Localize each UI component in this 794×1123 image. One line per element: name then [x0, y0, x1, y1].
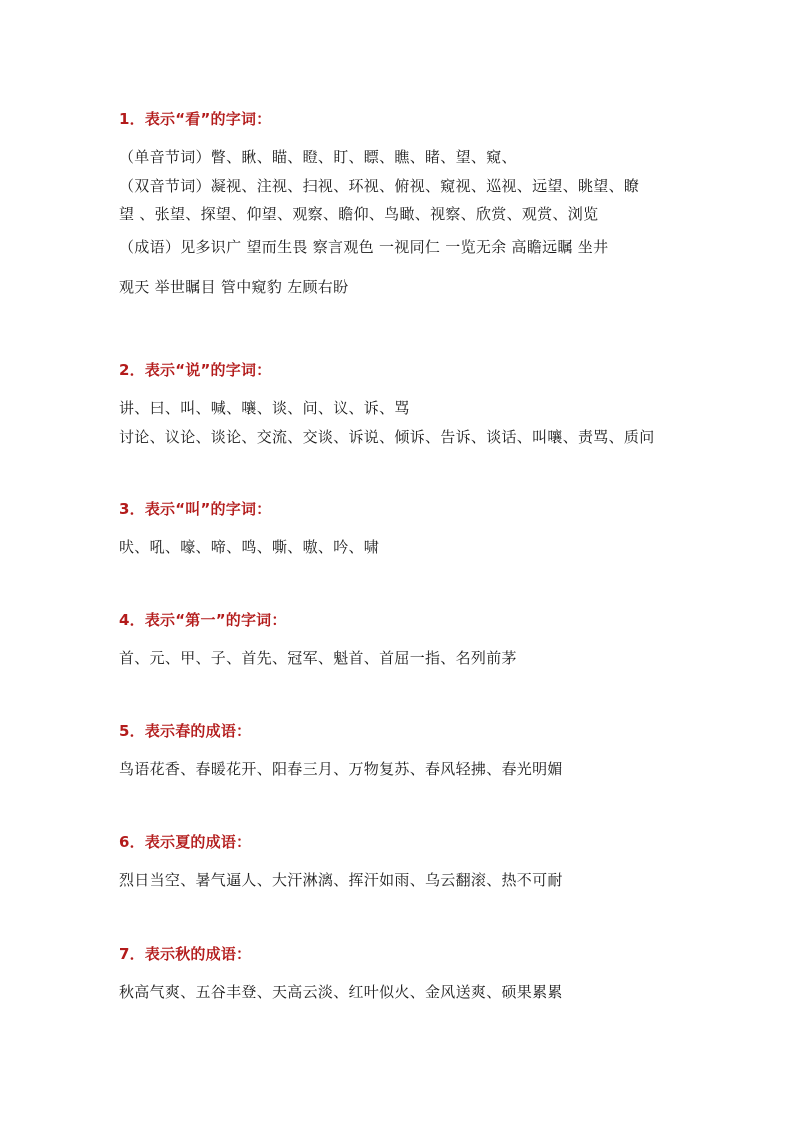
section-line: 首、元、甲、子、首先、冠军、魁首、首屈一指、名列前茅: [119, 649, 517, 667]
section-heading: 6．表示夏的成语：: [119, 833, 252, 851]
section-line: 秋高气爽、五谷丰登、天高云淡、红叶似火、金风送爽、硕果累累: [119, 983, 563, 1001]
section-line: （成语）见多识广 望而生畏 察言观色 一视同仁 一览无余 高瞻远瞩 坐井: [119, 238, 609, 256]
section-heading: 7．表示秋的成语：: [119, 945, 252, 963]
section-line: 吠、吼、嚎、啼、鸣、嘶、嗷、吟、啸: [119, 538, 380, 556]
section-heading: 3．表示“叫”的字词：: [119, 500, 272, 518]
section-heading: 5．表示春的成语：: [119, 722, 252, 740]
section-line: 鸟语花香、春暖花开、阳春三月、万物复苏、春风轻拂、春光明媚: [119, 760, 563, 778]
section-line: 观天 举世瞩目 管中窥豹 左顾右盼: [119, 278, 349, 296]
section-line: （双音节词）凝视、注视、扫视、环视、俯视、窥视、巡视、远望、眺望、瞭: [119, 177, 640, 195]
section-line: 讨论、议论、谈论、交流、交谈、诉说、倾诉、告诉、谈话、叫嚷、责骂、质问: [119, 428, 655, 446]
section-line: 望 、张望、探望、仰望、观察、瞻仰、鸟瞰、视察、欣赏、观赏、浏览: [119, 205, 599, 223]
section-line: （单音节词）瞥、瞅、瞄、瞪、盯、瞟、瞧、睹、望、窥、: [119, 148, 517, 166]
section-heading: 1．表示“看”的字词：: [119, 110, 272, 128]
section-heading: 2．表示“说”的字词：: [119, 361, 272, 379]
section-heading: 4．表示“第一”的字词：: [119, 611, 287, 629]
section-line: 讲、曰、叫、喊、嚷、谈、问、议、诉、骂: [119, 399, 410, 417]
section-line: 烈日当空、暑气逼人、大汗淋漓、挥汗如雨、乌云翻滚、热不可耐: [119, 871, 563, 889]
